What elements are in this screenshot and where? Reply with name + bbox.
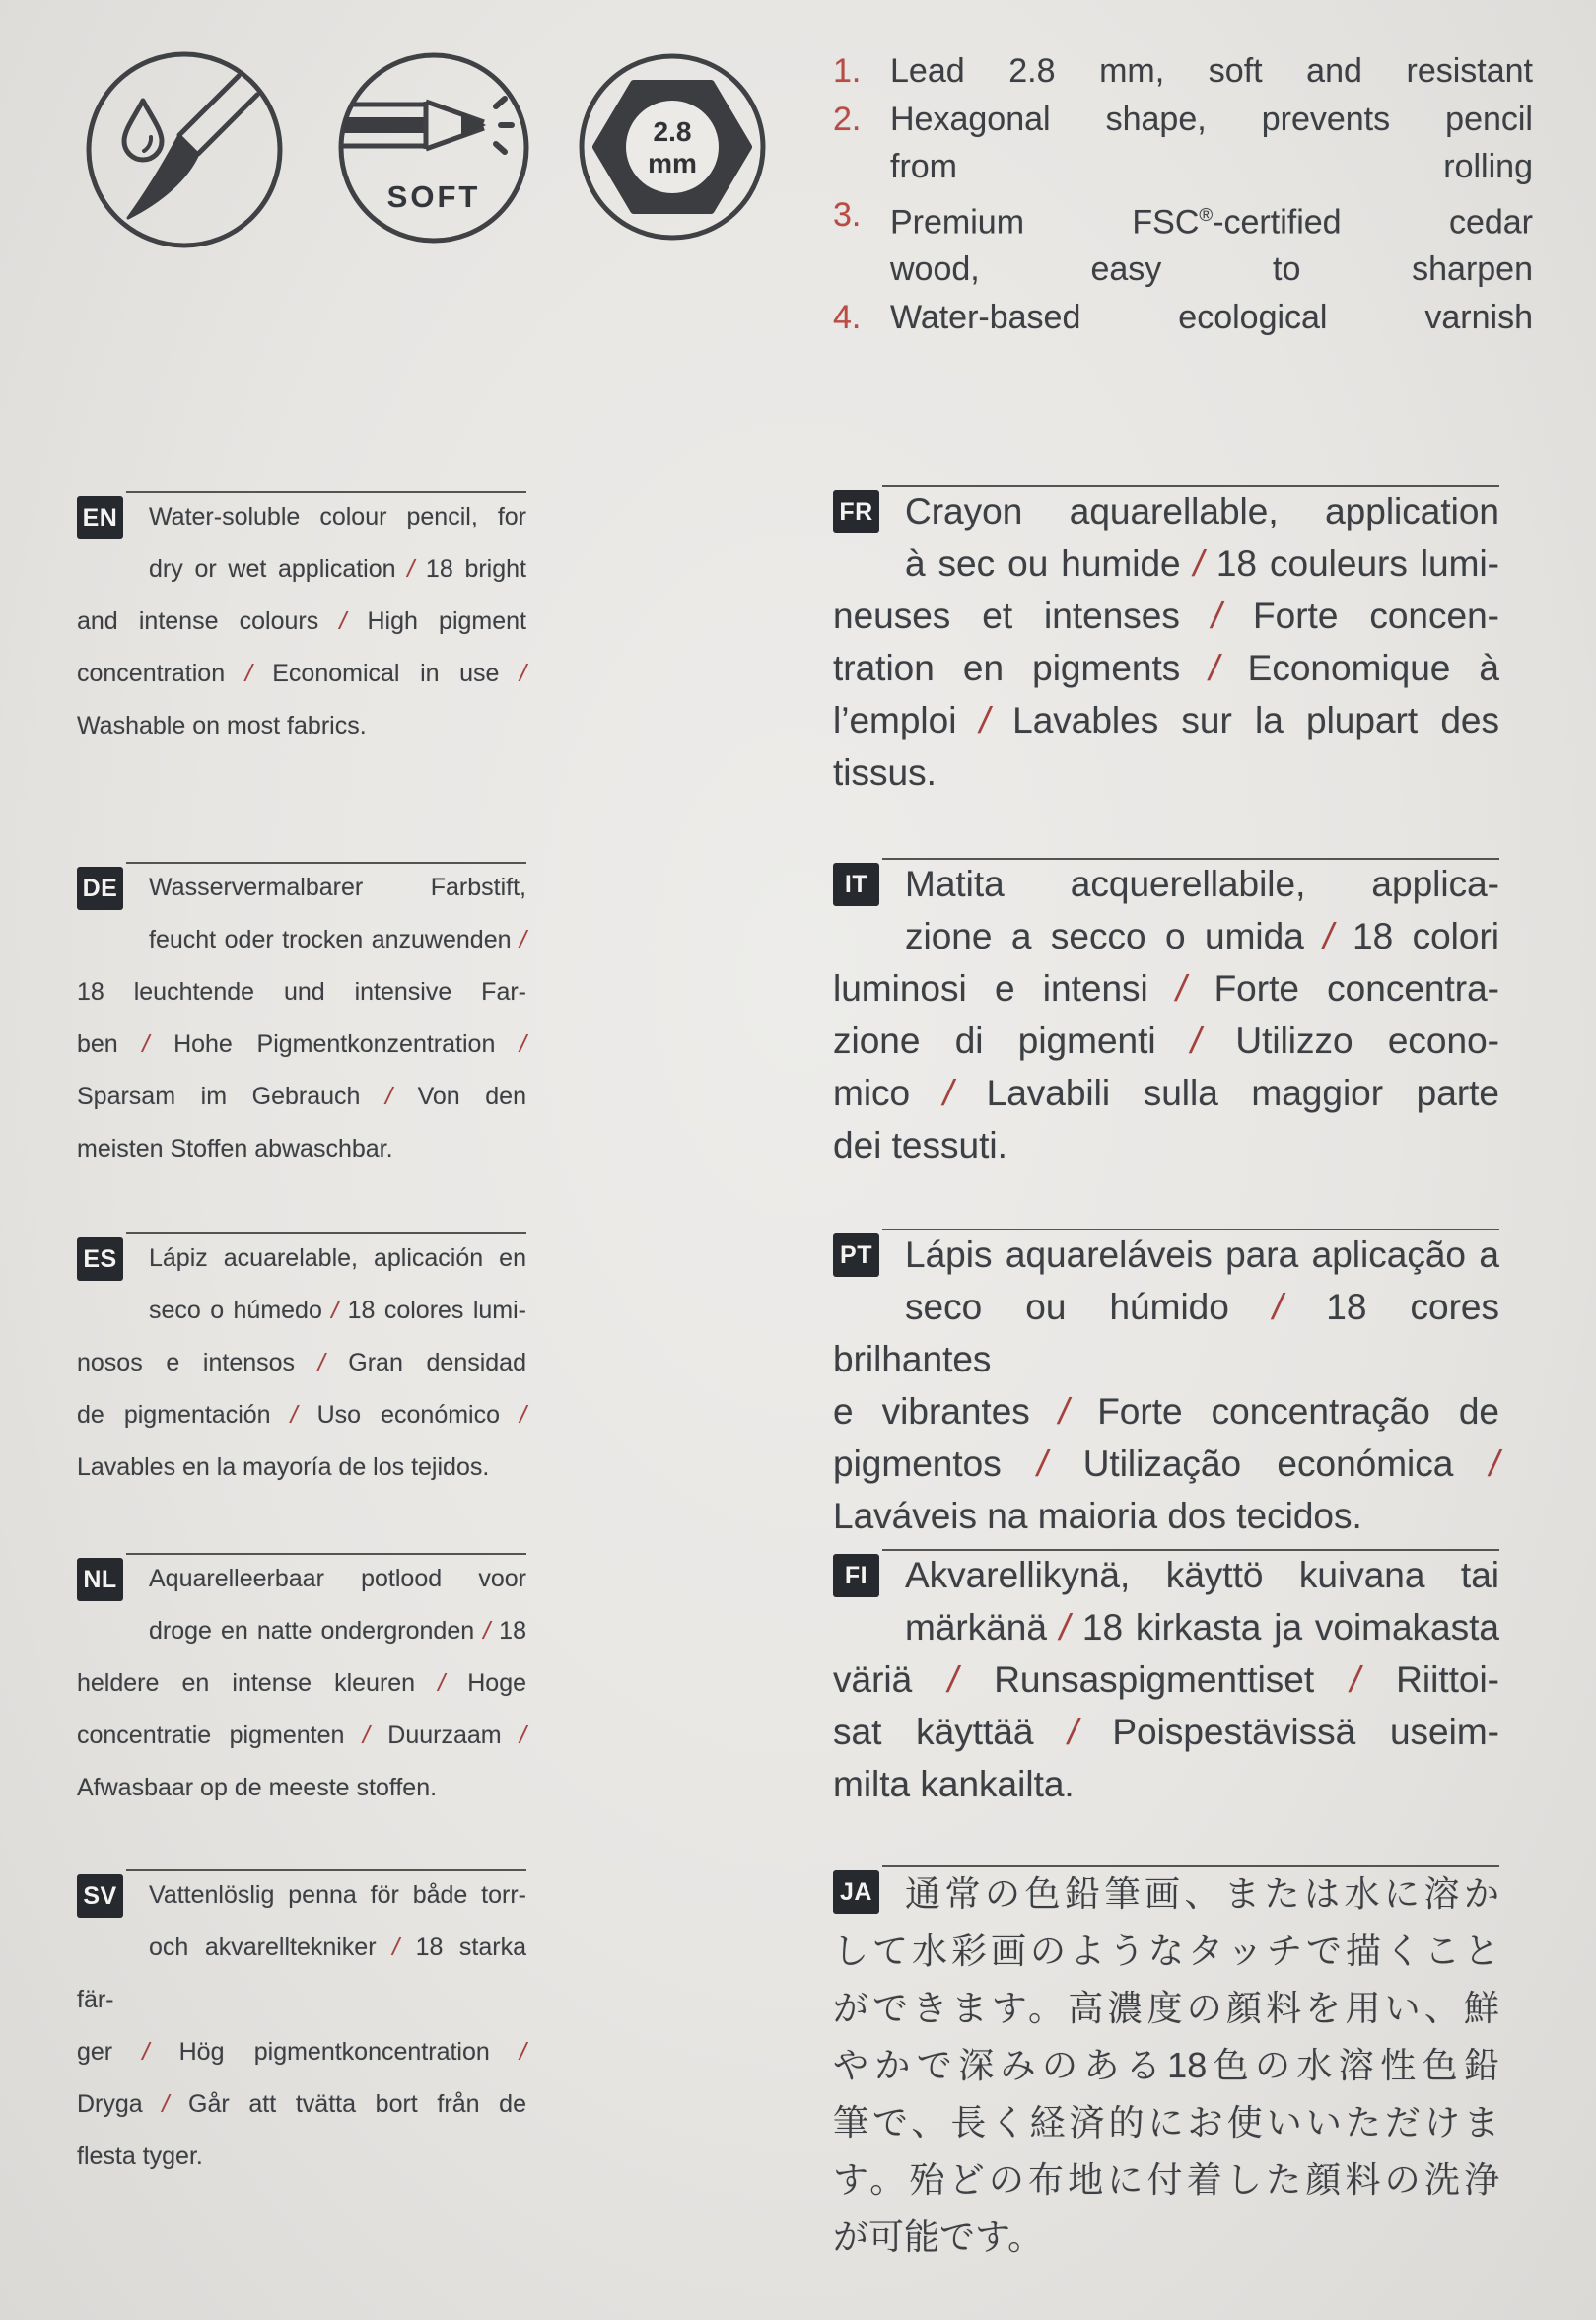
text-line: Lápiz acuarelable, aplicación en — [149, 1244, 526, 1272]
text-line: ben / Hohe Pigmentkonzentration / — [77, 1030, 526, 1058]
text-line: seco ou húmido / 18 cores brilhantes — [833, 1287, 1499, 1379]
section-text-es — [77, 1232, 526, 1494]
text-line: nosos e intensos / Gran densidad — [77, 1349, 526, 1376]
divider-line — [882, 858, 1499, 860]
divider-line — [126, 491, 526, 493]
text-line: Dryga / Går att tvätta bort från de — [77, 2090, 526, 2118]
feature-text — [890, 191, 1533, 293]
text-line: やかで深みのある18色の水溶性色鉛 — [833, 2045, 1499, 2085]
brush-handle-edge — [179, 76, 239, 135]
text-line: e vibrantes / Forte concentração de — [833, 1391, 1499, 1432]
section-text-it — [833, 858, 1499, 1171]
text-line: neuses et intenses / Forte concen- — [833, 596, 1499, 636]
text-line: from rolling — [890, 148, 1533, 185]
separator-slash: / — [1058, 1391, 1070, 1432]
text-line: l’emploi / Lavables sur la plupart des — [833, 700, 1499, 740]
text-line: して水彩画のようなタッチで描くこと — [833, 1931, 1499, 1971]
section-ja — [833, 1865, 1499, 2266]
text-line: luminosi e intensi / Forte concentra- — [833, 968, 1499, 1009]
registered-mark: ® — [1199, 204, 1214, 225]
text-line: wood, easy to sharpen — [890, 250, 1533, 289]
text-line: Water-soluble colour pencil, for — [149, 503, 526, 530]
feature-number: 4. — [833, 299, 862, 337]
text-line: Lavables en la mayoría de los tejidos. — [77, 1453, 490, 1481]
text-line: and intense colours / High pigment — [77, 607, 526, 635]
text-line: flesta tyger. — [77, 2143, 203, 2170]
text-line: Afwasbaar op de meeste stoffen. — [77, 1774, 438, 1801]
feature-item — [833, 191, 1533, 293]
divider-line — [126, 1553, 526, 1555]
text-line: droge en natte ondergronden / 18 — [149, 1617, 526, 1645]
separator-slash: / — [407, 555, 415, 583]
text-line: mico / Lavabili sulla maggior parte — [833, 1073, 1499, 1113]
separator-slash: / — [520, 660, 526, 687]
text-line: concentration / Economical in use / — [77, 660, 526, 687]
separator-slash: / — [1350, 1659, 1360, 1700]
text-line: す。殆どの布地に付着した顔料の洗浄 — [833, 2159, 1499, 2200]
separator-slash: / — [1272, 1287, 1284, 1327]
text-line: à sec ou humide / 18 couleurs lumi- — [905, 543, 1499, 584]
lang-badge-fr: FR — [833, 490, 879, 533]
section-text-nl — [77, 1553, 526, 1814]
section-es — [77, 1232, 526, 1494]
lang-badge-fi: FI — [833, 1554, 879, 1597]
text-line: Water-based ecological varnish — [890, 299, 1533, 337]
text-line: sat käyttää / Poispestävissä useim- — [833, 1712, 1499, 1752]
section-text-pt — [833, 1229, 1499, 1542]
divider-line — [882, 1865, 1499, 1867]
text-line: zione a secco o umida / 18 colori — [905, 916, 1500, 956]
separator-slash: / — [331, 1297, 339, 1324]
section-en — [77, 491, 526, 752]
separator-slash: / — [142, 1030, 150, 1058]
lang-badge-es: ES — [77, 1237, 123, 1281]
separator-slash: / — [1068, 1712, 1078, 1752]
feature-number: 2. — [833, 101, 862, 138]
water-drop-highlight — [144, 137, 151, 151]
separator-slash: / — [1489, 1443, 1499, 1484]
separator-slash: / — [1176, 968, 1187, 1009]
watercolor-brush-icon — [83, 48, 286, 251]
text-line: feucht oder trocken anzuwenden / — [149, 926, 526, 953]
text-line: concentratie pigmenten / Duurzaam / — [77, 1722, 526, 1749]
lang-badge-de: DE — [77, 867, 123, 910]
text-line: tissus. — [833, 752, 937, 793]
text-line: Washable on most fabrics. — [77, 712, 367, 739]
feature-list — [833, 47, 1533, 342]
text-line: pigmentos / Utilização económica / — [833, 1443, 1499, 1484]
text-line: ger / Hög pigmentkoncentration / — [77, 2038, 526, 2066]
text-line: Sparsam im Gebrauch / Von den — [77, 1083, 526, 1110]
divider-line — [882, 485, 1499, 487]
feature-item — [833, 294, 1533, 341]
text-line: Matita acquerellabile, applica- — [905, 864, 1499, 904]
section-fi — [833, 1549, 1499, 1810]
section-it — [833, 858, 1499, 1171]
text-line: Wasservermalbarer Farbstift, — [149, 874, 526, 901]
section-text-de — [77, 862, 526, 1175]
separator-slash: / — [438, 1669, 446, 1697]
section-pt — [833, 1229, 1499, 1542]
separator-slash: / — [142, 2038, 150, 2066]
separator-slash: / — [1059, 1607, 1071, 1648]
divider-line — [882, 1549, 1499, 1551]
separator-slash: / — [339, 607, 347, 635]
separator-slash: / — [1211, 596, 1222, 636]
feature-number: 3. — [833, 196, 862, 234]
text-line: Laváveis na maioria dos tecidos. — [833, 1496, 1362, 1536]
section-text-ja — [833, 1865, 1499, 2266]
separator-slash: / — [385, 1083, 392, 1110]
section-nl — [77, 1553, 526, 1814]
section-fr — [833, 485, 1499, 799]
text-line: Akvarellikynä, käyttö kuivana tai — [905, 1555, 1499, 1595]
text-line: zione di pigmenti / Utilizzo econo- — [833, 1020, 1499, 1061]
separator-slash: / — [520, 2038, 526, 2066]
feature-number: 1. — [833, 52, 862, 90]
text-line: milta kankailta. — [833, 1764, 1075, 1804]
text-line: 通常の色鉛筆画、または水に溶か — [905, 1873, 1499, 1914]
separator-slash: / — [520, 1030, 526, 1058]
text-line: Lápis aquareláveis para aplicação a — [905, 1234, 1499, 1275]
sparkle-dash — [496, 99, 505, 106]
text-line: meisten Stoffen abwaschbar. — [77, 1135, 393, 1162]
brush-handle-edge — [198, 95, 257, 154]
separator-slash: / — [520, 926, 526, 953]
separator-slash: / — [979, 700, 990, 740]
lang-badge-it: IT — [833, 863, 879, 906]
lead-diameter-icon — [576, 50, 769, 244]
separator-slash: / — [162, 2090, 170, 2118]
separator-slash: / — [1193, 543, 1204, 584]
pencil-core-stripe — [344, 117, 426, 133]
separator-slash: / — [1209, 648, 1219, 688]
text-line: seco o húmedo / 18 colores lumi- — [149, 1297, 526, 1324]
text-line: dei tessuti. — [833, 1125, 1007, 1165]
text-line: tration en pigments / Economique à — [833, 648, 1500, 688]
lead-size-value: 2.8 — [653, 116, 692, 147]
feature-text — [890, 96, 1533, 190]
separator-slash: / — [362, 1722, 370, 1749]
text-line: 筆で、長く経済的にお使いいただけま — [833, 2102, 1499, 2143]
separator-slash: / — [392, 1933, 400, 1961]
text-line: och akvarelltekniker / 18 starka fär- — [77, 1933, 526, 2013]
lang-badge-sv: SV — [77, 1874, 123, 1918]
separator-slash: / — [520, 1722, 526, 1749]
lang-badge-pt: PT — [833, 1233, 879, 1277]
text-line: heldere en intense kleuren / Hoge — [77, 1669, 526, 1697]
divider-line — [882, 1229, 1499, 1230]
text-line: が可能です。 — [833, 2216, 1044, 2257]
section-text-sv — [77, 1869, 526, 2183]
separator-slash: / — [1323, 916, 1334, 956]
separator-slash: / — [947, 1659, 958, 1700]
text-line: Aquarelleerbaar potlood voor — [149, 1565, 526, 1592]
section-text-fi — [833, 1549, 1499, 1810]
section-text-fr — [833, 485, 1499, 799]
lead-size-unit: mm — [648, 148, 697, 178]
lang-badge-ja: JA — [833, 1870, 879, 1914]
text-line: 18 leuchtende und intensive Far- — [77, 978, 526, 1006]
separator-slash: / — [244, 660, 252, 687]
feature-text — [890, 294, 1533, 341]
separator-slash: / — [520, 1401, 527, 1429]
divider-line — [126, 1232, 526, 1234]
separator-slash: / — [290, 1401, 298, 1429]
separator-slash: / — [317, 1349, 325, 1376]
lead-core-circle — [626, 101, 719, 193]
section-de — [77, 862, 526, 1175]
divider-line — [126, 1869, 526, 1871]
separator-slash: / — [1190, 1020, 1202, 1061]
separator-slash: / — [942, 1073, 954, 1113]
text-line: de pigmentación / Uso económico / — [77, 1401, 527, 1429]
text-line: ができます。高濃度の顔料を用い、鮮 — [833, 1988, 1499, 2028]
text-line: väriä / Runsaspigmenttiset / Riittoi- — [833, 1659, 1499, 1700]
sparkle-dash — [496, 144, 505, 152]
text-line: Premium FSC®-certified cedar — [890, 203, 1533, 242]
section-sv — [77, 1869, 526, 2183]
feature-item — [833, 47, 1533, 95]
separator-slash: / — [483, 1617, 491, 1645]
text-line: Vattenlöslig penna för både torr- — [149, 1881, 526, 1909]
text-line: Crayon aquarellable, application — [905, 491, 1499, 531]
section-text-en — [77, 491, 526, 752]
soft-pencil-icon — [335, 49, 532, 246]
text-line: märkänä / 18 kirkasta ja voimakasta — [905, 1607, 1499, 1648]
feature-text — [890, 47, 1533, 95]
lang-badge-nl: NL — [77, 1558, 123, 1601]
soft-label: SOFT — [386, 179, 481, 214]
separator-slash: / — [1037, 1443, 1048, 1484]
lang-badge-en: EN — [77, 496, 123, 539]
text-line: Hexagonal shape, prevents pencil — [890, 101, 1533, 138]
text-line: dry or wet application / 18 bright — [149, 555, 526, 583]
text-line: Lead 2.8 mm, soft and resistant — [890, 52, 1533, 90]
feature-item — [833, 96, 1533, 190]
divider-line — [126, 862, 526, 864]
